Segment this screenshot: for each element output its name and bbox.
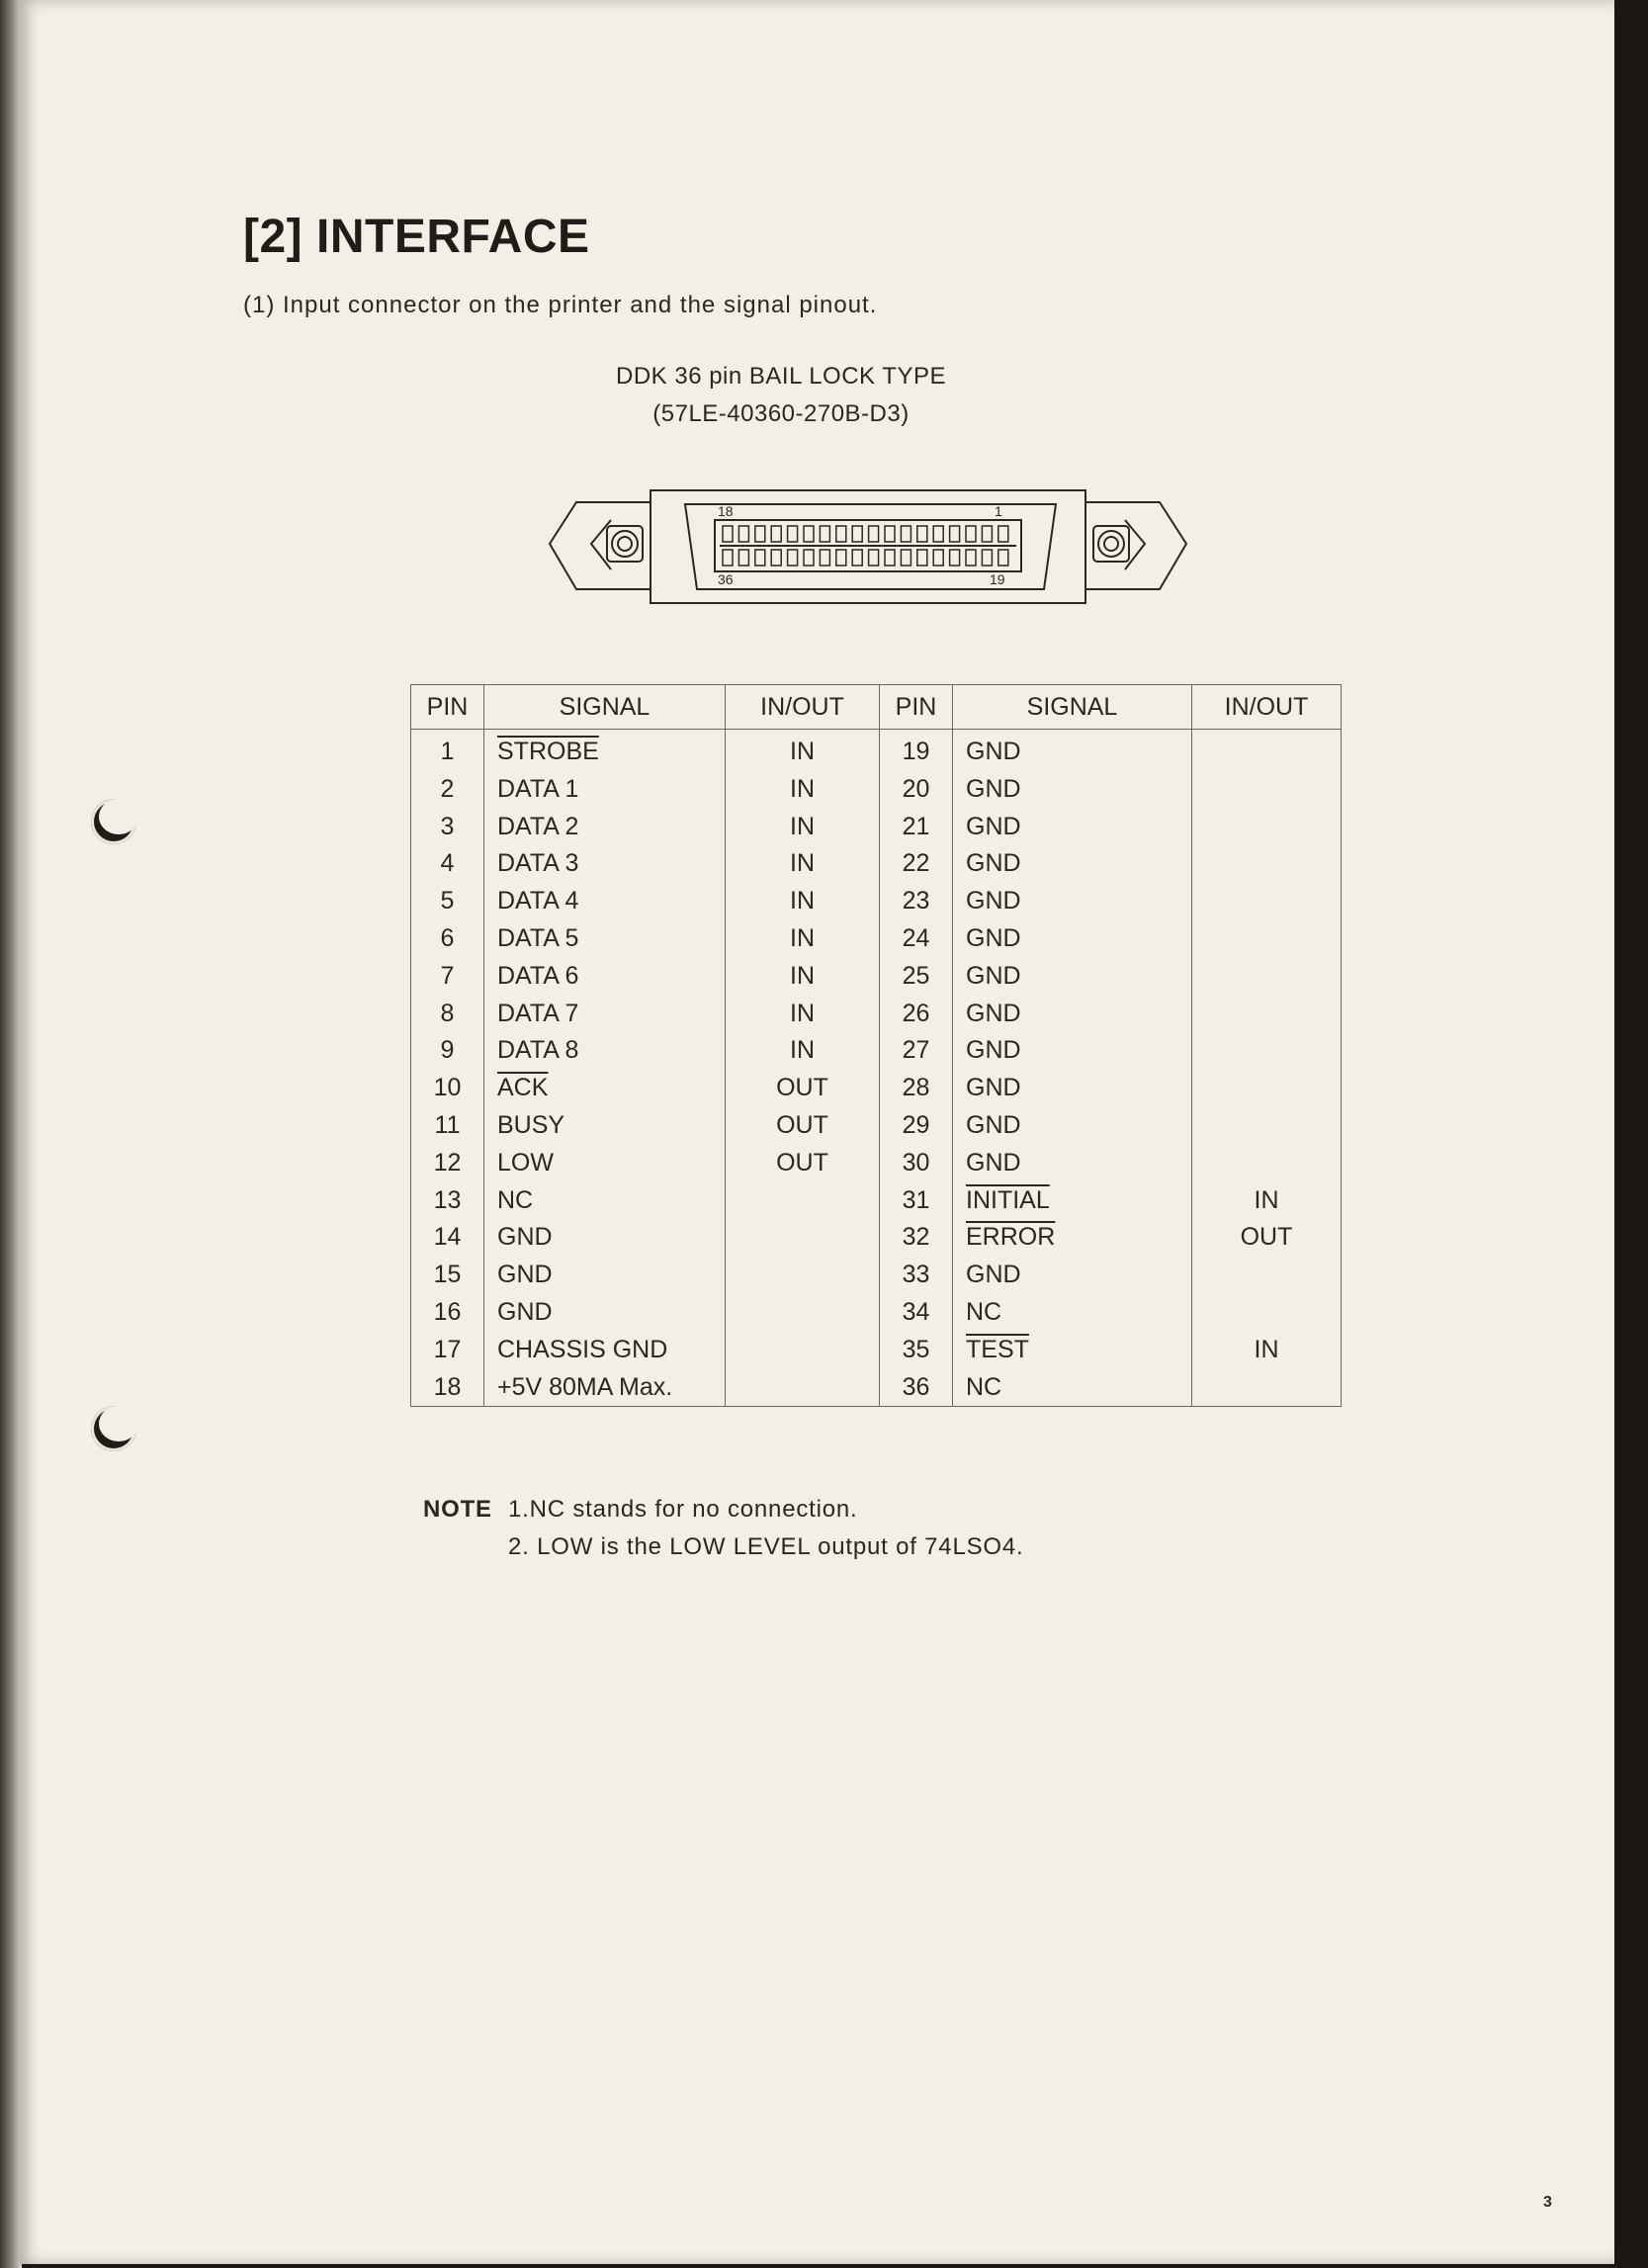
note-text-1: 1.NC stands for no connection. <box>508 1496 858 1523</box>
note-text-2: 2. LOW is the LOW LEVEL output of 74LSO4. <box>508 1533 1024 1560</box>
in-out-cell <box>1192 1145 1342 1182</box>
connector-contact <box>950 550 960 566</box>
in-out-cell: OUT <box>726 1107 880 1145</box>
signal-cell: GND <box>484 1257 726 1294</box>
connector-diagram <box>542 482 1194 611</box>
signal-cell: GND <box>484 1219 726 1257</box>
pin-cell: 34 <box>880 1294 953 1332</box>
connector-contact <box>788 526 798 542</box>
connector-contact <box>771 550 781 566</box>
connector-contact <box>755 550 765 566</box>
header-signal: SIGNAL <box>484 685 726 730</box>
connector-contact <box>804 550 814 566</box>
connector-contact <box>885 526 895 542</box>
header-pin-2: PIN <box>880 685 953 730</box>
connector-contact <box>966 526 976 542</box>
header-in-out-2: IN/OUT <box>1192 685 1342 730</box>
pin-cell: 4 <box>411 845 484 883</box>
pin-cell: 8 <box>411 996 484 1033</box>
connector-contact <box>982 550 992 566</box>
signal-cell: GND <box>953 1107 1192 1145</box>
signal-cell: INITIAL <box>953 1182 1192 1220</box>
connector-contact <box>755 526 765 542</box>
connector-contact <box>933 526 943 542</box>
in-out-cell <box>1192 771 1342 809</box>
connector-type: DDK 36 pin BAIL LOCK TYPE <box>616 363 946 390</box>
notes <box>423 1491 1024 1566</box>
pin-cell: 11 <box>411 1107 484 1145</box>
connector-contact <box>836 550 846 566</box>
pin-cell: 29 <box>880 1107 953 1145</box>
pinout-table <box>410 684 1342 1407</box>
signal-cell: DATA 1 <box>484 771 726 809</box>
connector-contact <box>836 526 846 542</box>
pin-label-36: 36 <box>718 571 734 587</box>
signal-cell: GND <box>953 771 1192 809</box>
connector-contact <box>869 526 879 542</box>
pin-cell: 26 <box>880 996 953 1033</box>
pin-cell: 31 <box>880 1182 953 1220</box>
pin-cell: 10 <box>411 1070 484 1107</box>
pin-cell: 6 <box>411 920 484 958</box>
in-out-cell: IN <box>726 771 880 809</box>
signal-cell: DATA 7 <box>484 996 726 1033</box>
pin-cell: 33 <box>880 1257 953 1294</box>
signal-cell: CHASSIS GND <box>484 1332 726 1369</box>
table-row <box>411 1182 1342 1220</box>
in-out-cell: OUT <box>726 1070 880 1107</box>
right-bail-latch <box>1085 502 1186 589</box>
section-heading: [2] INTERFACE <box>243 211 590 263</box>
pin-cell: 28 <box>880 1070 953 1107</box>
table-row <box>411 1107 1342 1145</box>
pin-cell: 18 <box>411 1369 484 1407</box>
connector-contact <box>804 526 814 542</box>
table-row <box>411 1219 1342 1257</box>
in-out-cell: IN <box>726 730 880 771</box>
connector-contact <box>723 526 733 542</box>
pin-cell: 25 <box>880 958 953 996</box>
in-out-cell <box>1192 1107 1342 1145</box>
signal-cell: $\overline{ACK}$ <box>484 1070 726 1107</box>
table-row <box>411 1294 1342 1332</box>
signal-cell: GND <box>953 730 1192 771</box>
in-out-cell: IN <box>726 958 880 996</box>
connector-contact <box>852 526 862 542</box>
connector-contact <box>738 526 748 542</box>
signal-cell: GND <box>953 1145 1192 1182</box>
in-out-cell: IN <box>726 809 880 846</box>
signal-cell: GND <box>953 1070 1192 1107</box>
pin-cell: 23 <box>880 883 953 920</box>
in-out-cell: OUT <box>726 1145 880 1182</box>
pin-cell: 16 <box>411 1294 484 1332</box>
connector-contact <box>852 550 862 566</box>
pin-cell: 21 <box>880 809 953 846</box>
signal-cell: GND <box>953 809 1192 846</box>
in-out-cell <box>1192 845 1342 883</box>
right-screw-icon <box>1098 531 1124 557</box>
signal-cell: NC <box>953 1294 1192 1332</box>
table-row <box>411 809 1342 846</box>
pin-cell: 12 <box>411 1145 484 1182</box>
right-screw-hole <box>1104 537 1118 551</box>
left-bail-latch <box>550 502 651 589</box>
signal-cell: DATA 2 <box>484 809 726 846</box>
table-row <box>411 730 1342 771</box>
signal-cell: DATA 5 <box>484 920 726 958</box>
pin-cell: 35 <box>880 1332 953 1369</box>
pin-cell: 3 <box>411 809 484 846</box>
pin-cell: 32 <box>880 1219 953 1257</box>
section-subheading: (1) Input connector on the printer and the signal pinout. <box>243 292 878 318</box>
note-line-1 <box>423 1491 1024 1528</box>
table-row <box>411 1332 1342 1369</box>
in-out-cell: IN <box>1192 1182 1342 1220</box>
connector-contact <box>950 526 960 542</box>
connector-contact <box>917 550 927 566</box>
connector-contact <box>885 550 895 566</box>
in-out-cell <box>1192 883 1342 920</box>
connector-contact <box>723 550 733 566</box>
signal-cell: GND <box>953 1032 1192 1070</box>
pin-label-1: 1 <box>995 503 1002 519</box>
connector-contact <box>788 550 798 566</box>
in-out-cell: IN <box>726 996 880 1033</box>
signal-cell: DATA 3 <box>484 845 726 883</box>
signal-cell: STROBE <box>484 730 726 771</box>
signal-cell: GND <box>953 958 1192 996</box>
table-row <box>411 845 1342 883</box>
table-row <box>411 958 1342 996</box>
signal-cell: TEST <box>953 1332 1192 1369</box>
table-row <box>411 1369 1342 1407</box>
connector-contact <box>738 550 748 566</box>
signal-cell: GND <box>953 920 1192 958</box>
connector-contact <box>820 526 829 542</box>
pin-cell: 14 <box>411 1219 484 1257</box>
header-pin: PIN <box>411 685 484 730</box>
in-out-cell <box>726 1369 880 1407</box>
pin-cell: 15 <box>411 1257 484 1294</box>
table-row <box>411 1145 1342 1182</box>
connector-part-number: (57LE-40360-270B-D3) <box>652 400 910 427</box>
in-out-cell <box>1192 1369 1342 1407</box>
connector-contact <box>901 550 911 566</box>
left-screw-icon <box>612 531 638 557</box>
punch-hole <box>91 1406 136 1451</box>
in-out-cell <box>1192 1294 1342 1332</box>
in-out-cell: IN <box>726 920 880 958</box>
signal-cell: GND <box>953 996 1192 1033</box>
punch-hole <box>91 799 136 844</box>
in-out-cell: OUT <box>1192 1219 1342 1257</box>
table-header-row <box>411 685 1342 730</box>
in-out-cell <box>1192 996 1342 1033</box>
in-out-cell <box>1192 920 1342 958</box>
pin-cell: 24 <box>880 920 953 958</box>
header-signal-2: SIGNAL <box>953 685 1192 730</box>
in-out-cell <box>1192 1032 1342 1070</box>
in-out-cell <box>726 1332 880 1369</box>
pin-cell: 17 <box>411 1332 484 1369</box>
table-row <box>411 996 1342 1033</box>
pin-cell: 19 <box>880 730 953 771</box>
connector-contact <box>771 526 781 542</box>
in-out-cell: IN <box>726 845 880 883</box>
pin-cell: 20 <box>880 771 953 809</box>
pin-cell: 30 <box>880 1145 953 1182</box>
pin-cell: 27 <box>880 1032 953 1070</box>
in-out-cell: IN <box>1192 1332 1342 1369</box>
table-row <box>411 1032 1342 1070</box>
signal-cell: BUSY <box>484 1107 726 1145</box>
connector-contact <box>998 550 1008 566</box>
connector-contact <box>998 526 1008 542</box>
pin-cell: 5 <box>411 883 484 920</box>
signal-cell: GND <box>953 883 1192 920</box>
connector-contact <box>917 526 927 542</box>
connector-contact <box>869 550 879 566</box>
in-out-cell: IN <box>726 883 880 920</box>
header-in-out: IN/OUT <box>726 685 880 730</box>
signal-cell: NC <box>484 1182 726 1220</box>
signal-cell: +5V 80MA Max. <box>484 1369 726 1407</box>
signal-cell: NC <box>953 1369 1192 1407</box>
pin-cell: 7 <box>411 958 484 996</box>
table-row <box>411 1257 1342 1294</box>
connector-contact <box>982 526 992 542</box>
connector-contact <box>933 550 943 566</box>
left-screw-hole <box>618 537 632 551</box>
pin-label-19: 19 <box>990 571 1005 587</box>
connector-contact <box>966 550 976 566</box>
signal-cell: DATA 6 <box>484 958 726 996</box>
in-out-cell <box>1192 730 1342 771</box>
pin-label-18: 18 <box>718 503 734 519</box>
note-label: NOTE <box>423 1496 492 1523</box>
pin-cell: 1 <box>411 730 484 771</box>
table-row <box>411 1070 1342 1107</box>
signal-cell: GND <box>953 1257 1192 1294</box>
in-out-cell <box>1192 1257 1342 1294</box>
pin-cell: 36 <box>880 1369 953 1407</box>
pin-cell: 9 <box>411 1032 484 1070</box>
table-row <box>411 771 1342 809</box>
in-out-cell <box>726 1257 880 1294</box>
connector-contact <box>901 526 911 542</box>
signal-cell: DATA 4 <box>484 883 726 920</box>
signal-cell: GND <box>484 1294 726 1332</box>
connector-contact <box>820 550 829 566</box>
in-out-cell <box>1192 958 1342 996</box>
in-out-cell: IN <box>726 1032 880 1070</box>
in-out-cell <box>1192 809 1342 846</box>
page-number: 3 <box>1543 2194 1552 2211</box>
table-body <box>411 730 1342 1407</box>
signal-cell: GND <box>953 845 1192 883</box>
pin-cell: 2 <box>411 771 484 809</box>
pin-cell: 13 <box>411 1182 484 1220</box>
in-out-cell <box>726 1219 880 1257</box>
pin-cell: 22 <box>880 845 953 883</box>
in-out-cell <box>726 1182 880 1220</box>
in-out-cell <box>1192 1070 1342 1107</box>
signal-cell: LOW <box>484 1145 726 1182</box>
table-row <box>411 883 1342 920</box>
table-row <box>411 920 1342 958</box>
in-out-cell <box>726 1294 880 1332</box>
signal-cell: ERROR <box>953 1219 1192 1257</box>
signal-cell: DATA 8 <box>484 1032 726 1070</box>
